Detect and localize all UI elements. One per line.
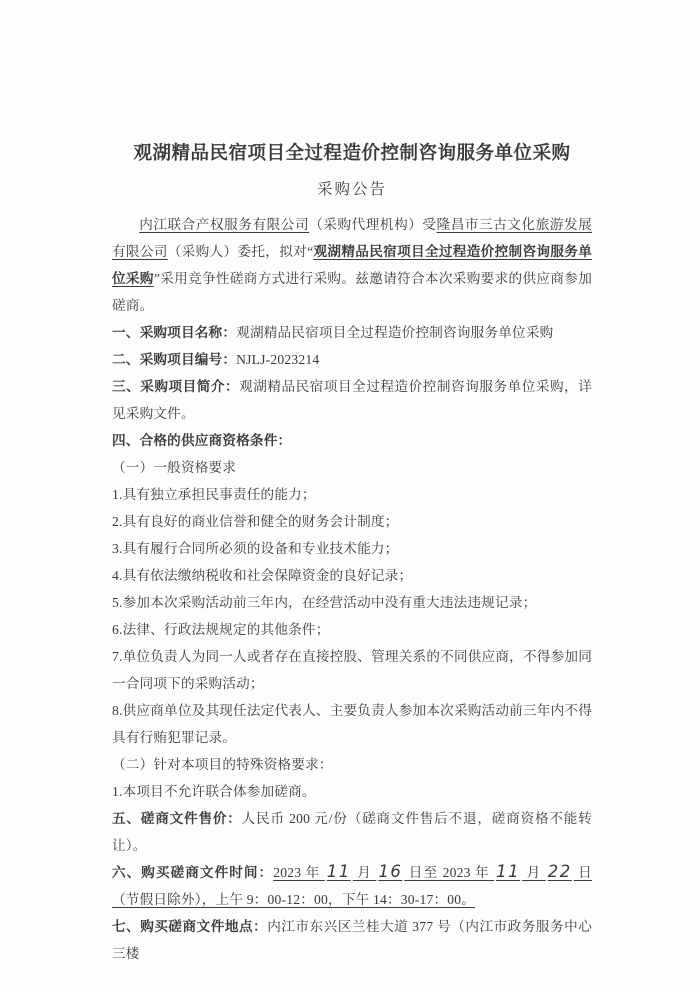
text-run: 六、购买磋商文件时间： [112, 865, 274, 880]
text-run: 3.具有履行合同所必须的设备和专业技术能力； [112, 541, 399, 556]
text-run: 五、磋商文件售价： [112, 811, 242, 826]
text-run: 七、购买磋商文件地点： [112, 919, 268, 934]
paragraph [112, 589, 592, 616]
text-run: 日（节假日除外），上午 9：00-12：00，下午 14：30-17：00。 [112, 865, 592, 907]
text-run: 内江市东兴区兰桂大道 377 号（内江市政务服务中心三楼 [112, 919, 592, 961]
text-run: （采购人）委托，拟对“ [167, 244, 314, 259]
paragraph [112, 805, 592, 859]
paragraph [112, 778, 592, 805]
handwritten-text: 11 [326, 862, 351, 881]
text-run: （二）针对本项目的特殊资格要求： [112, 757, 333, 772]
text-run: 二、采购项目编号： [112, 352, 237, 367]
text-run: 2023 年 [273, 865, 325, 880]
paragraph [112, 346, 592, 373]
paragraph [112, 697, 592, 751]
paragraph [112, 616, 592, 643]
paragraph [112, 751, 592, 778]
text-run: 7.单位负责人为同一人或者存在直接控股、管理关系的不同供应商，不得参加同一合同项下的采购活动； [112, 649, 592, 691]
text-run: 四、合格的供应商资格条件： [112, 433, 292, 448]
text-run: 6.法律、行政法规规定的其他条件； [112, 622, 330, 637]
paragraph [112, 859, 592, 913]
handwritten-text: 22 [547, 862, 572, 881]
text-run: 月 [522, 865, 546, 880]
text-run: 4.具有依法缴纳税收和社会保障资金的良好记录； [112, 568, 413, 583]
paragraph [112, 535, 592, 562]
text-run: （一）一般资格要求 [112, 460, 237, 475]
text-run: 1.具有独立承担民事责任的能力； [112, 487, 316, 502]
text-run: 观湖精品民宿项目全过程造价控制咨询服务单位采购 [236, 325, 554, 340]
text-run: 观湖精品民宿项目全过程造价控制咨询服务单位采购，详见采购文件。 [112, 379, 592, 421]
text-run: 观湖精品民宿项目全过程造价控制咨询服务单位采购 [112, 244, 593, 286]
paragraph [112, 562, 592, 589]
handwritten-text: 16 [378, 862, 403, 881]
document-title: 观湖精品民宿项目全过程造价控制咨询服务单位采购 [133, 144, 571, 164]
text-run: 日至 2023 年 [404, 865, 495, 880]
document-subtitle: 采购公告 [316, 181, 387, 198]
document-body [112, 211, 592, 967]
paragraph [112, 913, 592, 967]
text-run: 8.供应商单位及其现任法定代表人、主要负责人参加本次采购活动前三年内不得具有行贿犯罪记录。 [112, 703, 592, 745]
text-run: NJLJ-2023214 [236, 352, 320, 367]
paragraph [112, 643, 592, 697]
paragraph [112, 481, 592, 508]
text-run: 1.本项目不允许联合体参加磋商。 [112, 784, 316, 799]
handwritten-text: 11 [496, 862, 521, 881]
text-run: 隆昌市三古文化旅游发展有限公司 [112, 217, 592, 259]
paragraph [112, 427, 592, 454]
paragraph [112, 319, 592, 346]
text-run: 5.参加本次采购活动前三年内，在经营活动中没有重大违法违规记录； [112, 595, 537, 610]
paragraph [112, 373, 592, 427]
text-run: 一、采购项目名称： [112, 325, 237, 340]
text-run: （采购代理机构）受 [309, 217, 437, 232]
text-run: ”采用竞争性磋商方式进行采购。兹邀请符合本次采购要求的供应商参加磋商。 [112, 271, 592, 313]
paragraph [112, 454, 592, 481]
text-run: 人民币 200 元/份（磋商文件售后不退，磋商资格不能转让）。 [112, 811, 593, 853]
text-run: 2.具有良好的商业信誉和健全的财务会计制度； [112, 514, 399, 529]
text-run: 内江联合产权服务有限公司 [139, 217, 310, 232]
paragraph [112, 508, 592, 535]
text-run: 三、采购项目简介： [112, 379, 240, 394]
paragraph [112, 211, 592, 319]
text-run: 月 [352, 865, 377, 880]
